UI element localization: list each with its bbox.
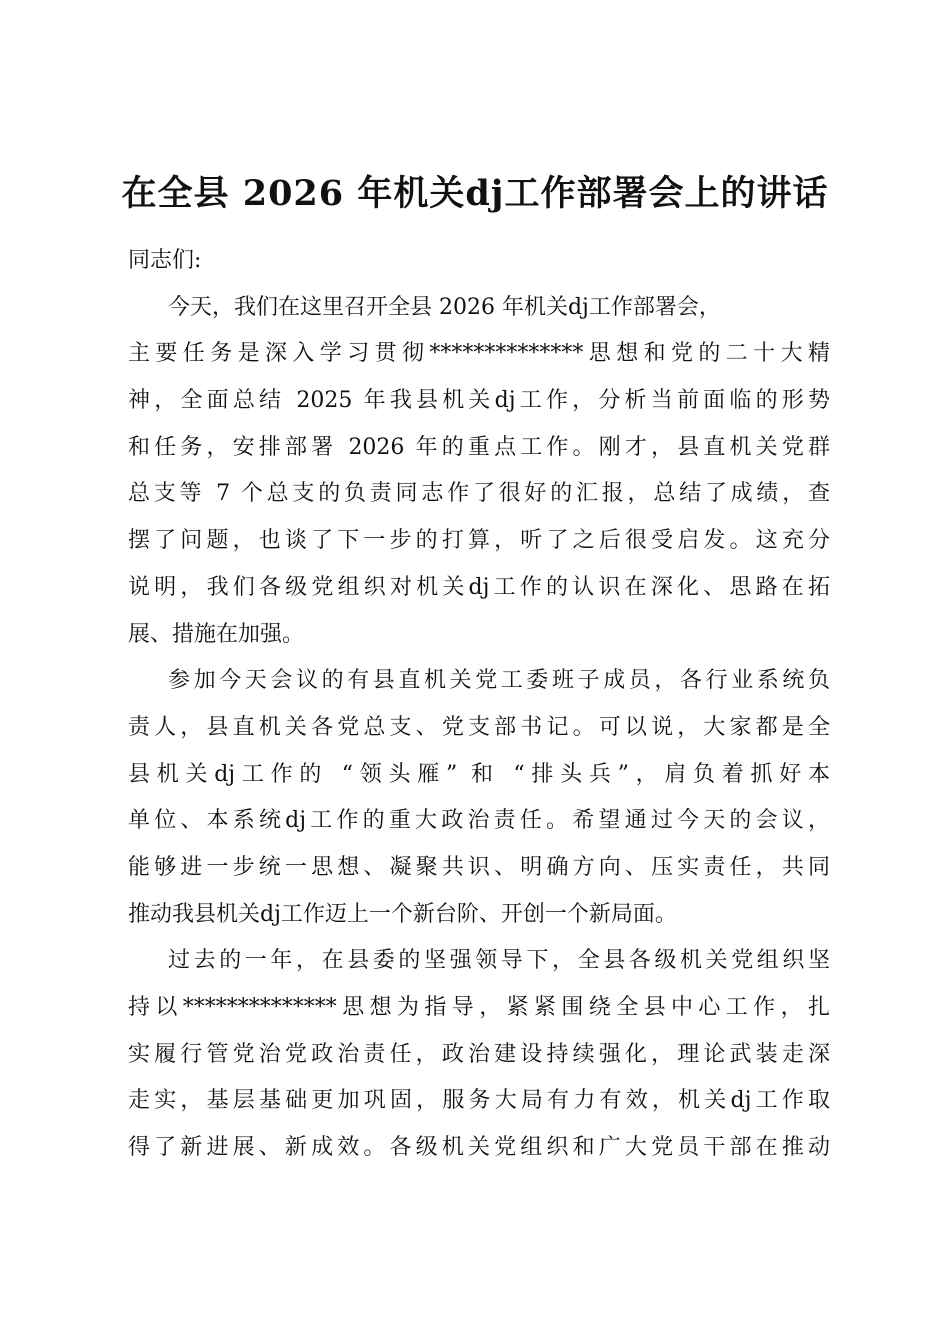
text-line: 说明，我们各级党组织对机关dj工作的认识在深化、思路在拓	[128, 574, 830, 600]
text-line: 摆了问题，也谈了下一步的打算，听了之后很受启发。这充分	[128, 528, 830, 554]
text-line: 主要任务是深入学习贯彻**************思想和党的二十大精	[128, 341, 830, 367]
text-line: 推动我县机关dj工作迈上一个新台阶、开创一个新局面。	[128, 901, 677, 927]
text-line: 能够进一步统一思想、凝聚共识、明确方向、压实责任，共同	[128, 854, 830, 880]
text-line: 单位、本系统dj工作的重大政治责任。希望通过今天的会议，	[128, 808, 830, 834]
text-line: 展、措施在加强。	[128, 621, 305, 647]
text-line: 和任务，安排部署 2026 年的重点工作。刚才，县直机关党群	[128, 434, 830, 460]
text-line: 今天，我们在这里召开全县 2026 年机关dj工作部署会，	[168, 294, 721, 320]
text-line: 总支等 7 个总支的负责同志作了很好的汇报，总结了成绩，查	[128, 481, 830, 507]
text-line: 责人，县直机关各党总支、党支部书记。可以说，大家都是全	[128, 714, 830, 740]
text-line: 县机关dj工作的 “领头雁” 和 “排头兵”，肩负着抓好本	[128, 761, 830, 787]
text-line: 参加今天会议的有县直机关党工委班子成员，各行业系统负	[168, 668, 830, 694]
document-title: 在全县 2026 年机关dj工作部署会上的讲话	[121, 173, 829, 214]
text-line: 走实，基层基础更加巩固，服务大局有力有效，机关dj工作取	[128, 1088, 830, 1114]
text-line: 持以**************思想为指导，紧紧围绕全县中心工作，扎	[128, 995, 830, 1020]
text-line: 得了新进展、新成效。各级机关党组织和广大党员干部在推动	[128, 1135, 830, 1161]
document-body	[128, 238, 830, 1172]
salutation-line: 同志们:	[128, 248, 202, 273]
text-line: 神，全面总结 2025 年我县机关dj工作，分析当前面临的形势	[128, 388, 830, 414]
text-line: 过去的一年，在县委的坚强领导下，全县各级机关党组织坚	[168, 948, 830, 974]
text-line: 实履行管党治党政治责任，政治建设持续强化，理论武装走深	[128, 1041, 830, 1067]
